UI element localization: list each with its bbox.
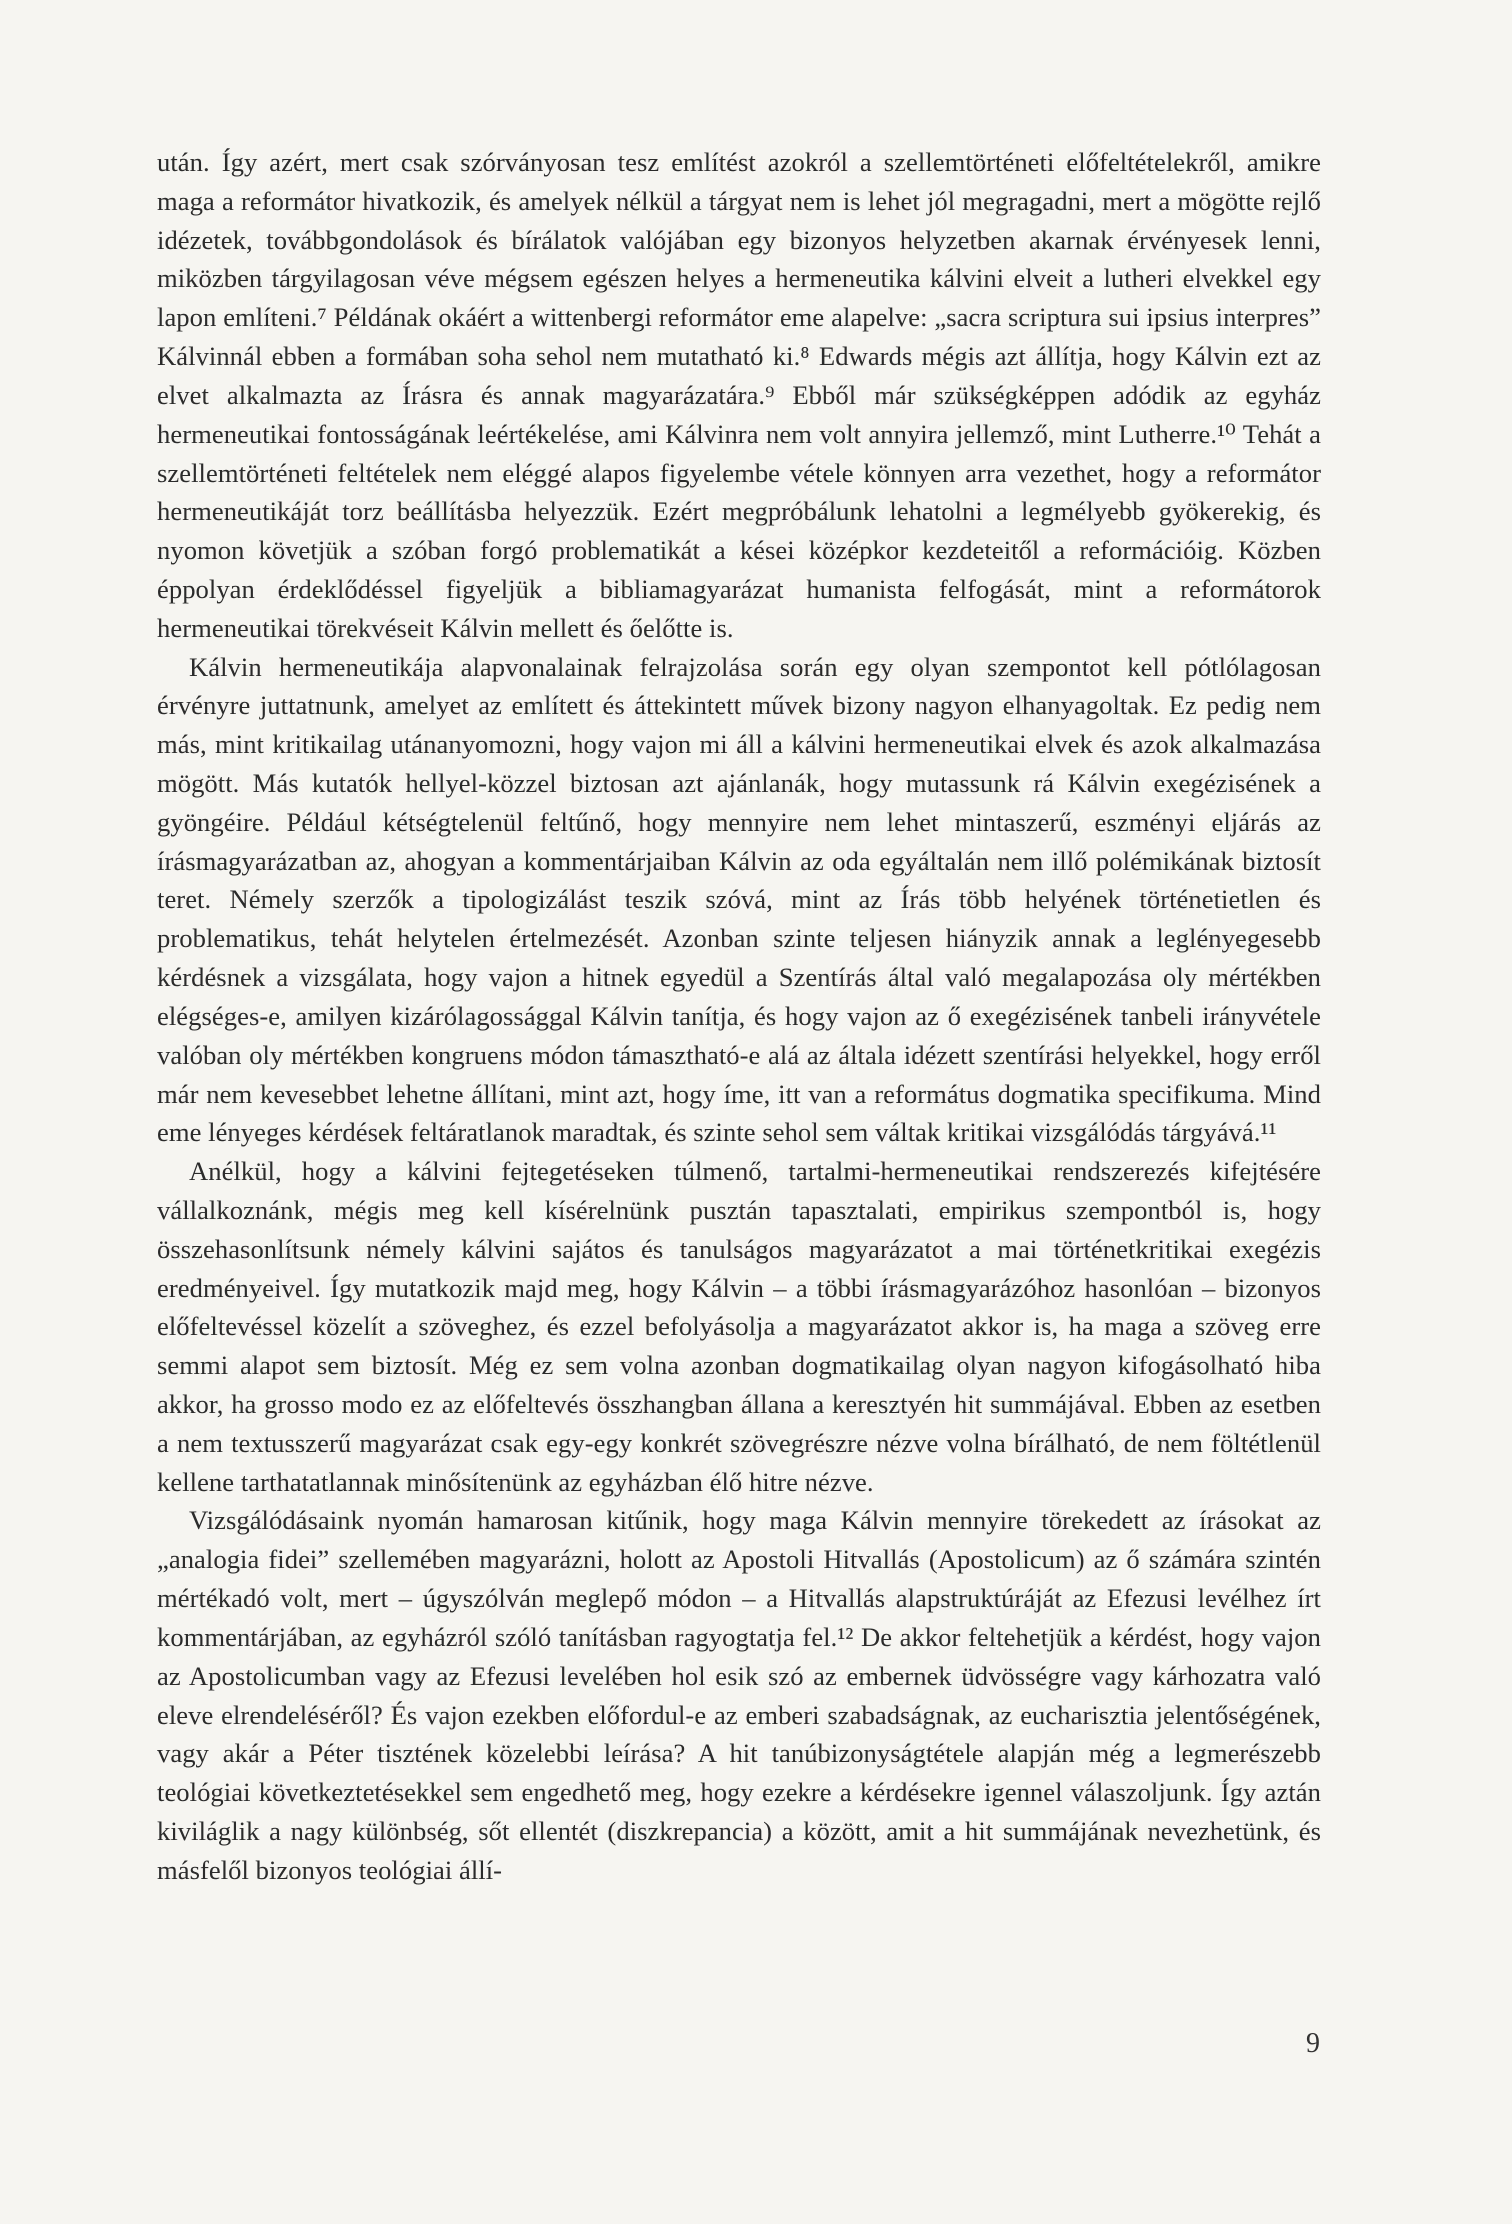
paragraph-1: után. Így azért, mert csak szórványosan tesz említést azokról a szellemtörténeti előfeltételekről, amikre maga a reformátor hivatkozik, és amelyek nélkül a tárgyat nem is lehet jól megragadni, mert a mögötte rejlő idézetek, továbbgondolások és bírálatok valójában egy bizonyos helyzetben akarnak érvényesek lenni, miközben tárgyilagosan véve mégsem egészen helyes a hermeneutika kálvini elveit a lutheri elvekkel egy lapon említeni.⁷ Példának okáért a wittenbergi reformátor eme alapelve: „sacra scriptura sui ipsius interpres” Kálvinnál ebben a formában soha sehol nem mutatható ki.⁸ Edwards mégis azt állítja, hogy Kálvin ezt az elvet alkalmazta az Írásra és annak magyarázatára.⁹ Ebből már szükségképpen adódik az egyház hermeneutikai fontosságának leértékelése, ami Kálvinra nem volt annyira jellemző, mint Lutherre.¹⁰ Tehát a szellemtörténeti feltételek nem eléggé alapos figyelembe vétele könnyen arra vezethet, hogy a reformátor hermeneutikáját torz beállításba helyezzük. Ezért megpróbálunk lehatolni a legmélyebb gyökerekig, és nyomon követjük a szóban forgó problematikát a kései középkor kezdeteitől a reformációig. Közben éppolyan érdeklődéssel figyeljük a bibliamagyarázat humanista felfogását, mint a reformátorok hermeneutikai törekvéseit Kálvin mellett és őelőtte is.: [157, 147, 1321, 643]
body-text: [157, 143, 1321, 1890]
page-number: 9: [1306, 2028, 1320, 2059]
paragraph-4: Vizsgálódásaink nyomán hamarosan kitűnik, hogy maga Kálvin mennyire törekedett az írásokat az „analogia fidei” szellemében magyarázni, holott az Apostoli Hitvallás (Apostolicum) az ő számára szintén mértékadó volt, mert – úgyszólván meglepő módon – a Hitvallás alapstruktúráját az Efezusi levélhez írt kommentárjában, az egyházról szóló tanításban ragyogtatja fel.¹² De akkor feltehetjük a kérdést, hogy vajon az Apostolicumban vagy az Efezusi levelében hol esik szó az embernek üdvösségre vagy kárhozatra való eleve elrendeléséről? És vajon ezekben előfordul-e az emberi szabadságnak, az eucharisztia jelentőségének, vagy akár a Péter tisztének közelebbi leírása? A hit tanúbizonyságtétele alapján még a legmerészebb teológiai következtetésekkel sem engedhető meg, hogy ezekre a kérdésekre igennel válaszoljunk. Így aztán kiviláglik a nagy különbség, sőt ellentét (diszkrepancia) a között, amit a hit summájának nevezhetünk, és másfelől bizonyos teológiai állí-: [157, 1505, 1321, 1885]
paragraph-3: Anélkül, hogy a kálvini fejtegetéseken túlmenő, tartalmi-hermeneutikai rendszerezés kifejtésére vállalkoznánk, mégis meg kell kísérelnünk pusztán tapasztalati, empirikus szempontból is, hogy összehasonlítsunk némely kálvini sajátos és tanulságos magyarázatot a mai történetkritikai exegézis eredményeivel. Így mutatkozik majd meg, hogy Kálvin – a többi írásmagyarázóhoz hasonlóan – bizonyos előfeltevéssel közelít a szöveghez, és ezzel befolyásolja a magyarázatot akkor is, ha maga a szöveg erre semmi alapot sem biztosít. Még ez sem volna azonban dogmatikailag olyan nagyon kifogásolható hiba akkor, ha grosso modo ez az előfeltevés összhangban állana a keresztyén hit summájával. Ebben az esetben a nem textusszerű magyarázat csak egy-egy konkrét szövegrészre nézve volna bírálható, de nem föltétlenül kellene tarthatatlannak minősítenünk az egyházban élő hitre nézve.: [157, 1156, 1321, 1497]
paragraph-2: Kálvin hermeneutikája alapvonalainak felrajzolása során egy olyan szempontot kell pótlólagosan érvényre juttatnunk, amelyet az említett és áttekintett művek bizony nagyon elhanyagoltak. Ez pedig nem más, mint kritikailag utánanyomozni, hogy vajon mi áll a kálvini hermeneutikai elvek és azok alkalmazása mögött. Más kutatók hellyel-közzel biztosan azt ajánlanák, hogy mutassunk rá Kálvin exegézisének a gyöngéire. Például kétségtelenül feltűnő, hogy mennyire nem lehet mintaszerű, eszményi eljárás az írásmagyarázatban az, ahogyan a kommentárjaiban Kálvin az oda egyáltalán nem illő polémikának biztosít teret. Némely szerzők a tipologizálást teszik szóvá, mint az Írás több helyének történetietlen és problematikus, tehát helytelen értelmezését. Azonban szinte teljesen hiányzik annak a leglényegesebb kérdésnek a vizsgálata, hogy vajon a hitnek egyedül a Szentírás által való megalapozása oly mértékben elégséges-e, amilyen kizárólagossággal Kálvin tanítja, és hogy vajon az ő exegézisének tanbeli irányvétele valóban oly mértékben kongruens módon támasztható-e alá az általa idézett szentírási helyekkel, hogy erről már nem kevesebbet lehetne állítani, mint azt, hogy íme, itt van a református dogmatika specifikuma. Mind eme lényeges kérdések feltáratlanok maradtak, és szinte sehol sem váltak kritikai vizsgálódás tárgyává.¹¹: [157, 651, 1321, 1148]
